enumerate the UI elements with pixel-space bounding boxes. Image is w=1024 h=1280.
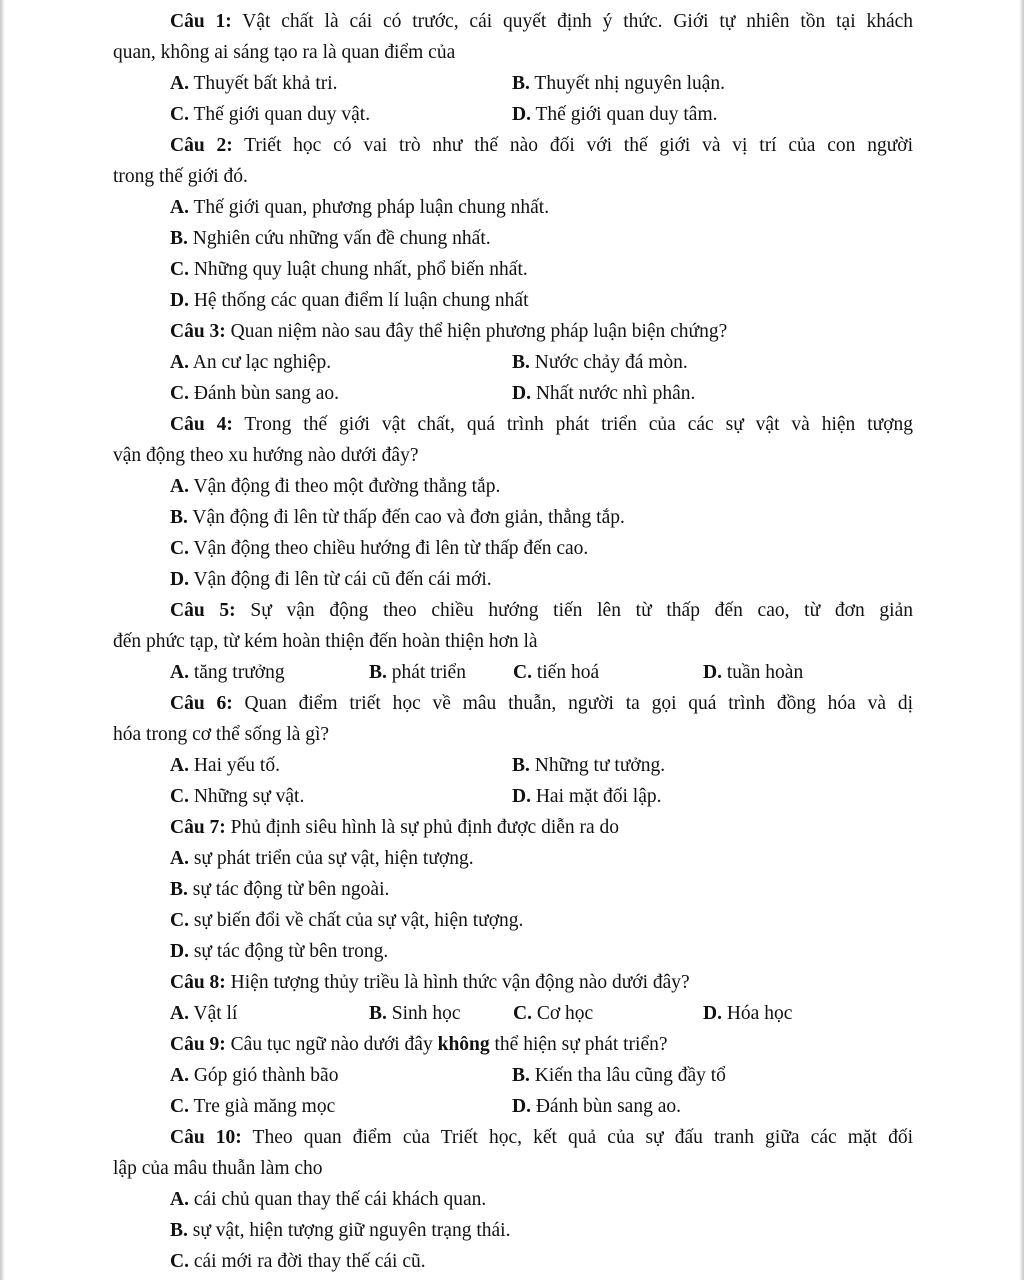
option-a: A. Góp gió thành bão: [170, 1065, 339, 1086]
option-d: D. Hai mặt đối lập.: [512, 786, 662, 807]
question-2-line-1: [113, 130, 913, 161]
option-c: C. Tre già măng mọc: [170, 1096, 336, 1117]
question-6-line-1: [113, 688, 913, 719]
option-d: D. Hệ thống các quan điểm lí luận chung nhất: [170, 290, 529, 311]
option-b: B. Kiến tha lâu cũng đầy tổ: [512, 1065, 726, 1086]
document-page: [113, 6, 913, 1277]
question-2-line-2: trong thế giới đó.: [113, 166, 248, 187]
question-label: Câu 2:: [170, 135, 233, 156]
option-d: D. Thế giới quan duy tâm.: [512, 104, 718, 125]
question-label: Câu 9:: [170, 1034, 226, 1055]
option-a: A. Vận động đi theo một đường thẳng tắp.: [170, 476, 501, 497]
option-c: C. cái mới ra đời thay thế cái cũ.: [170, 1251, 426, 1272]
question-10-line-2: lập của mâu thuẫn làm cho: [113, 1158, 323, 1179]
question-text: Theo quan điểm của Triết học, kết quả của sự đấu tranh giữa các mặt đối: [252, 1127, 914, 1148]
option-c: C. Cơ học: [513, 1003, 594, 1024]
question-text: Trong thế giới vật chất, quá trình phát triển của các sự vật và hiện tượng: [244, 414, 914, 435]
option-d: D. Đánh bùn sang ao.: [512, 1096, 681, 1117]
option-a: A. Hai yếu tố.: [170, 755, 280, 776]
option-a: A. Thuyết bất khả tri.: [170, 73, 338, 94]
options-row: [113, 1091, 913, 1122]
option-b: B. sự vật, hiện tượng giữ nguyên trạng thái.: [170, 1220, 511, 1241]
question-3-line-1: [113, 316, 913, 347]
question-label: Câu 7:: [170, 817, 226, 838]
option-a: A. Vật lí: [170, 1003, 238, 1024]
option-c: C. Đánh bùn sang ao.: [170, 383, 339, 404]
option-d: D. Vận động đi lên từ cái cũ đến cái mới.: [170, 569, 492, 590]
options-row: [113, 68, 913, 99]
options-row: [113, 781, 913, 812]
question-label: Câu 3:: [170, 321, 226, 342]
option-d: D. tuần hoàn: [703, 662, 804, 683]
option-b: B. Sinh học: [369, 1003, 461, 1024]
question-text: Triết học có vai trò như thế nào đối với thế giới và vị trí của con người: [244, 135, 913, 156]
option-a: A. tăng trưởng: [170, 662, 285, 683]
option-a: A. sự phát triển của sự vật, hiện tượng.: [170, 848, 474, 869]
question-label: Câu 4:: [170, 414, 233, 435]
question-4-line-2: vận động theo xu hướng nào dưới đây?: [113, 445, 419, 466]
question-text: Hiện tượng thủy triều là hình thức vận động nào dưới đây?: [230, 972, 690, 993]
question-label: Câu 1:: [170, 11, 232, 32]
option-a: A. An cư lạc nghiệp.: [170, 352, 332, 373]
question-6-line-2: hóa trong cơ thể sống là gì?: [113, 724, 330, 745]
option-c: C. sự biến đổi về chất của sự vật, hiện tượng.: [170, 910, 524, 931]
question-label: Câu 8:: [170, 972, 226, 993]
options-row: [113, 1060, 913, 1091]
option-c: C. Thế giới quan duy vật.: [170, 104, 371, 125]
option-a: A. cái chủ quan thay thế cái khách quan.: [170, 1189, 487, 1210]
options-row: [113, 657, 913, 688]
question-text: Quan điểm triết học về mâu thuẫn, người ta gọi quá trình đồng hóa và dị: [244, 693, 914, 714]
option-d: D. Nhất nước nhì phân.: [512, 383, 696, 404]
question-label: Câu 6:: [170, 693, 233, 714]
question-1-line-1: [113, 6, 913, 37]
question-5-line-1: [113, 595, 913, 626]
option-b: B. Nước chảy đá mòn.: [512, 352, 688, 373]
options-row: [113, 99, 913, 130]
question-text: thể hiện sự phát triển?: [494, 1034, 668, 1055]
question-7-line-1: [113, 812, 913, 843]
question-text: Vật chất là cái có trước, cái quyết định ý thức. Giới tự nhiên tồn tại khách: [242, 11, 913, 32]
option-b: B. sự tác động từ bên ngoài.: [170, 879, 390, 900]
option-d: D. sự tác động từ bên trong.: [170, 941, 389, 962]
option-c: C. Vận động theo chiều hướng đi lên từ thấp đến cao.: [170, 538, 589, 559]
options-row: [113, 347, 913, 378]
question-4-line-1: [113, 409, 913, 440]
page-edge-right: [1019, 0, 1024, 1280]
question-text: Câu tục ngữ nào dưới đây: [230, 1034, 433, 1055]
question-5-line-2: đến phức tạp, từ kém hoàn thiện đến hoàn thiện hơn là: [113, 631, 538, 652]
option-c: C. tiến hoá: [513, 662, 600, 683]
question-emphasis: không: [437, 1034, 490, 1055]
question-label: Câu 10:: [170, 1127, 242, 1148]
page-edge-left: [0, 0, 5, 1280]
question-text: Sự vận động theo chiều hướng tiến lên từ thấp đến cao, từ đơn giản: [250, 600, 913, 621]
options-row: [113, 998, 913, 1029]
options-row: [113, 378, 913, 409]
option-b: B. Nghiên cứu những vấn đề chung nhất.: [170, 228, 491, 249]
option-c: C. Những sự vật.: [170, 786, 305, 807]
question-1-line-2: quan, không ai sáng tạo ra là quan điểm của: [113, 42, 456, 63]
option-a: A. Thế giới quan, phương pháp luận chung nhất.: [170, 197, 550, 218]
question-label: Câu 5:: [170, 600, 236, 621]
option-b: B. Vận động đi lên từ thấp đến cao và đơn giản, thẳng tắp.: [170, 507, 625, 528]
option-b: B. phát triển: [369, 662, 466, 683]
option-b: B. Thuyết nhị nguyên luận.: [512, 73, 726, 94]
options-row: [113, 750, 913, 781]
option-b: B. Những tư tưởng.: [512, 755, 666, 776]
question-text: Quan niệm nào sau đây thể hiện phương pháp luận biện chứng?: [230, 321, 728, 342]
option-c: C. Những quy luật chung nhất, phổ biến nhất.: [170, 259, 528, 280]
question-10-line-1: [113, 1122, 913, 1153]
question-9-line-1: [113, 1029, 913, 1060]
option-d: D. Hóa học: [703, 1003, 793, 1024]
question-text: Phủ định siêu hình là sự phủ định được diễn ra do: [230, 817, 620, 838]
question-8-line-1: [113, 967, 913, 998]
